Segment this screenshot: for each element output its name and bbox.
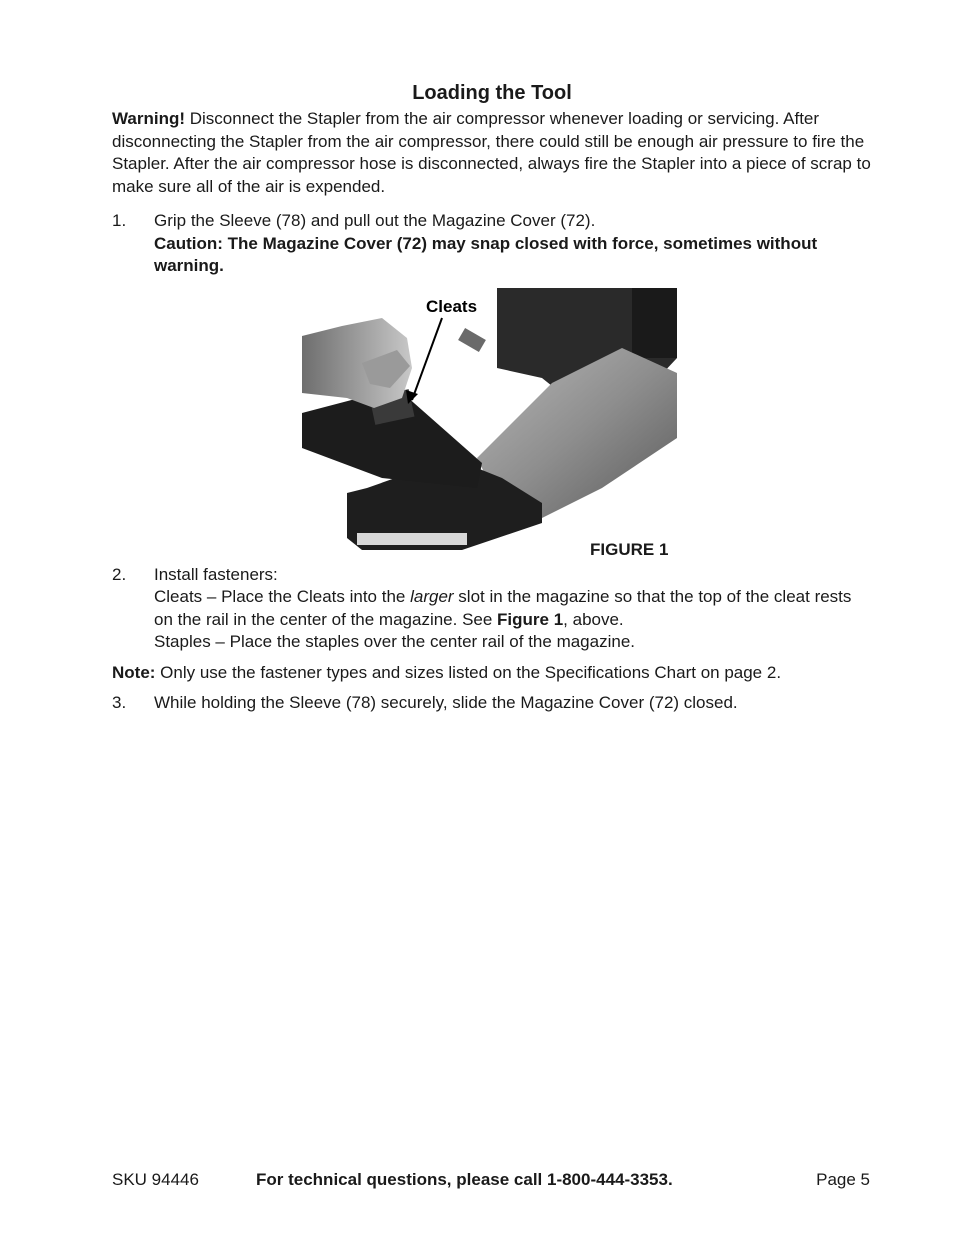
step-number: 2. (112, 564, 127, 584)
step-1 (112, 210, 872, 278)
warning-text: Disconnect the Stapler from the air compressor whenever loading or servicing. After disconnecting the Stapler from the air compressor, there could still be enough air pressure to fire the Stapler. After the air compressor hose is disconnected, always fire the Stapler into a piece of scrap to make sure all of the air is expended. (112, 109, 871, 196)
cleats-text-pre: Cleats – Place the Cleats into the (154, 587, 411, 606)
cleats-callout-label: Cleats (426, 296, 478, 316)
step-number: 3. (112, 693, 127, 712)
warning-label: Warning! (112, 109, 186, 128)
cleats-instruction (154, 586, 872, 631)
page-footer (112, 1168, 870, 1192)
stapler-photo (302, 288, 677, 556)
figure-1 (112, 278, 872, 558)
cleats-text-post: , above. (563, 609, 624, 629)
caution-text: Caution: The Magazine Cover (72) may snap closed with force, sometimes without warning. (154, 233, 818, 275)
warning-paragraph (112, 108, 872, 198)
staples-instruction: Staples – Place the staples over the center rail of the magazine. (154, 632, 635, 651)
cleats-text-emphasis: larger (410, 587, 454, 606)
manual-page (112, 80, 872, 715)
step-2 (112, 564, 872, 654)
step-text: While holding the Sleeve (78) securely, slide the Magazine Cover (72) closed. (154, 693, 738, 712)
page-number: Page 5 (816, 1170, 870, 1189)
tech-support-line: For technical questions, please call 1-800-444-3353. (256, 1170, 673, 1189)
step-number: 1. (112, 211, 127, 230)
step-text: Install fasteners: (154, 564, 278, 584)
step-3 (112, 692, 872, 715)
note-text: Only use the fastener types and sizes listed on the Specifications Chart on page 2. (155, 662, 782, 682)
section-title: Loading the Tool (412, 82, 572, 104)
note-paragraph (112, 662, 872, 685)
figure-reference: Figure 1 (497, 609, 564, 629)
note-label: Note: (112, 662, 156, 682)
step-text: Grip the Sleeve (78) and pull out the Magazine Cover (72). (154, 211, 596, 230)
sku-label: SKU 94446 (112, 1170, 199, 1189)
figure-caption: FIGURE 1 (590, 539, 669, 559)
cleats-text-mid: slot in the magazine so that the top of the cleat rests on the rail in the center of the magazine. See (154, 587, 852, 629)
